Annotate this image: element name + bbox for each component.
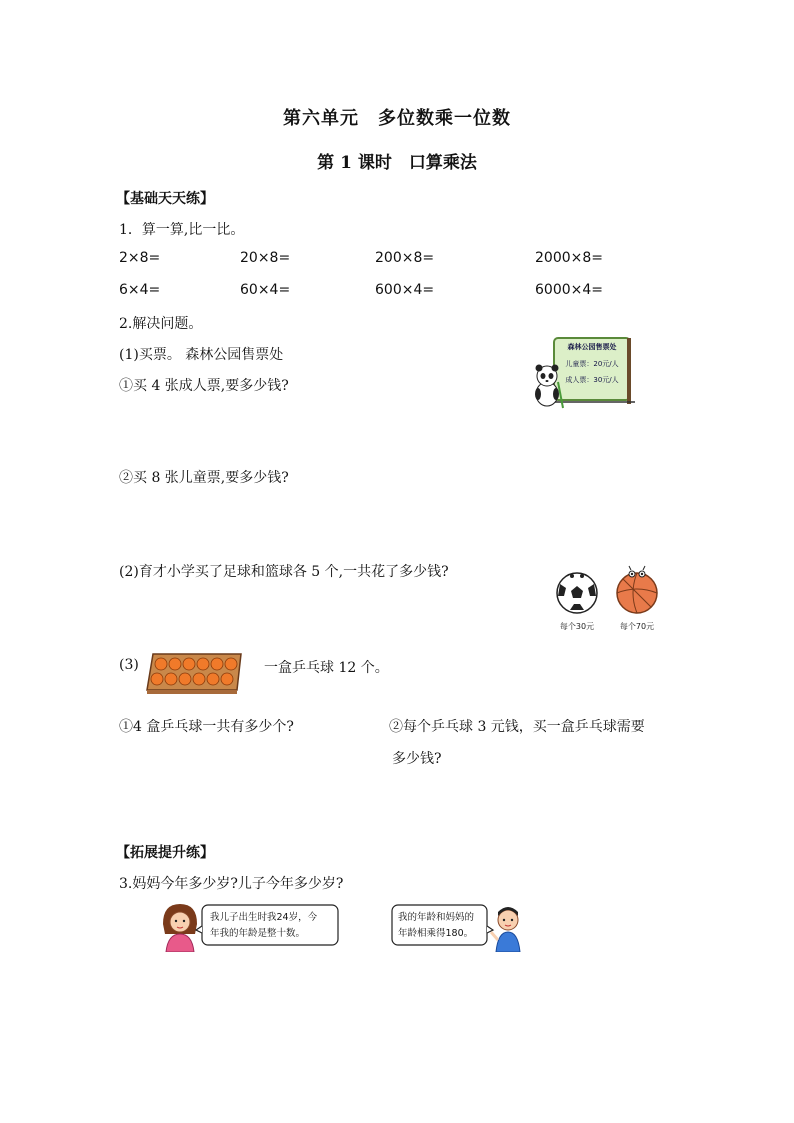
question-2-3-part2-line1: ②每个乒乓球 3 元钱，买一盒乒乓球需要 (389, 719, 645, 735)
mom-speech-line2: 年我的年龄是整十数。 (210, 928, 306, 939)
football-icon (557, 573, 597, 613)
calc-6000x4: 6000×4= (535, 282, 603, 298)
sign-title: 森林公园售票处 (567, 343, 617, 351)
calc-600x4: 600×4= (375, 282, 435, 298)
basketball-price: 每个70元 (619, 622, 655, 631)
question-2-3-part1: ①4 盒乒乓球一共有多少个? (119, 719, 294, 735)
sign-adult-price: 成人票：30元/人 (565, 376, 619, 384)
mother-icon (163, 904, 197, 952)
question-2-3-label: 一盒乒乓球 12 个。 (264, 660, 389, 676)
son-speech-bubble (392, 905, 493, 945)
question-2-2-label: (2)育才小学买了足球和篮球各 5 个,一共花了多少钱? (119, 564, 449, 580)
calc-6x4: 6×4= (119, 282, 161, 298)
calc-2000x8: 2000×8= (535, 250, 603, 266)
mom-speech-line1: 我儿子出生时我24岁，今 (210, 912, 318, 923)
son-illustration (390, 902, 530, 952)
calc-20x8: 20×8= (240, 250, 291, 266)
section-basic-heading: 【基础天天练】 (116, 191, 214, 207)
page-title: 第六单元 多位数乘一位数 (283, 108, 511, 129)
question-2-3-part2-line2: 多少钱? (392, 751, 442, 767)
son-speech-line2: 年龄相乘得180。 (398, 928, 474, 939)
basketball-icon (617, 566, 657, 613)
question-3-label: 3.妈妈今年多少岁?儿子今年多少岁? (119, 876, 344, 892)
calc-2x8: 2×8= (119, 250, 161, 266)
question-2-3-number: (3) (119, 657, 139, 673)
question-2-1-part1: ①买 4 张成人票,要多少钱? (119, 378, 289, 394)
sign-child-price: 儿童票：20元/人 (565, 360, 619, 368)
question-2-1-label: (1)买票。 森林公园售票处 (119, 347, 284, 363)
ticket-sign-illustration (530, 332, 640, 412)
question-1-label: 1．算一算,比一比。 (119, 222, 245, 238)
son-speech-line1: 我的年龄和妈妈的 (398, 912, 475, 923)
boy-icon (491, 907, 520, 952)
lesson-subtitle: 第 1 课时 口算乘法 (317, 153, 477, 173)
question-2-label: 2.解决问题。 (119, 316, 203, 332)
calc-60x4: 60×4= (240, 282, 291, 298)
question-2-1-part2: ②买 8 张儿童票,要多少钱? (119, 470, 289, 486)
section-extension-heading: 【拓展提升练】 (116, 845, 214, 861)
balls-illustration (550, 560, 665, 635)
football-price: 每个30元 (559, 622, 595, 631)
calc-200x8: 200×8= (375, 250, 435, 266)
pingpong-box-illustration (145, 650, 245, 694)
mom-speech-bubble (196, 905, 338, 945)
mom-illustration (160, 902, 342, 952)
